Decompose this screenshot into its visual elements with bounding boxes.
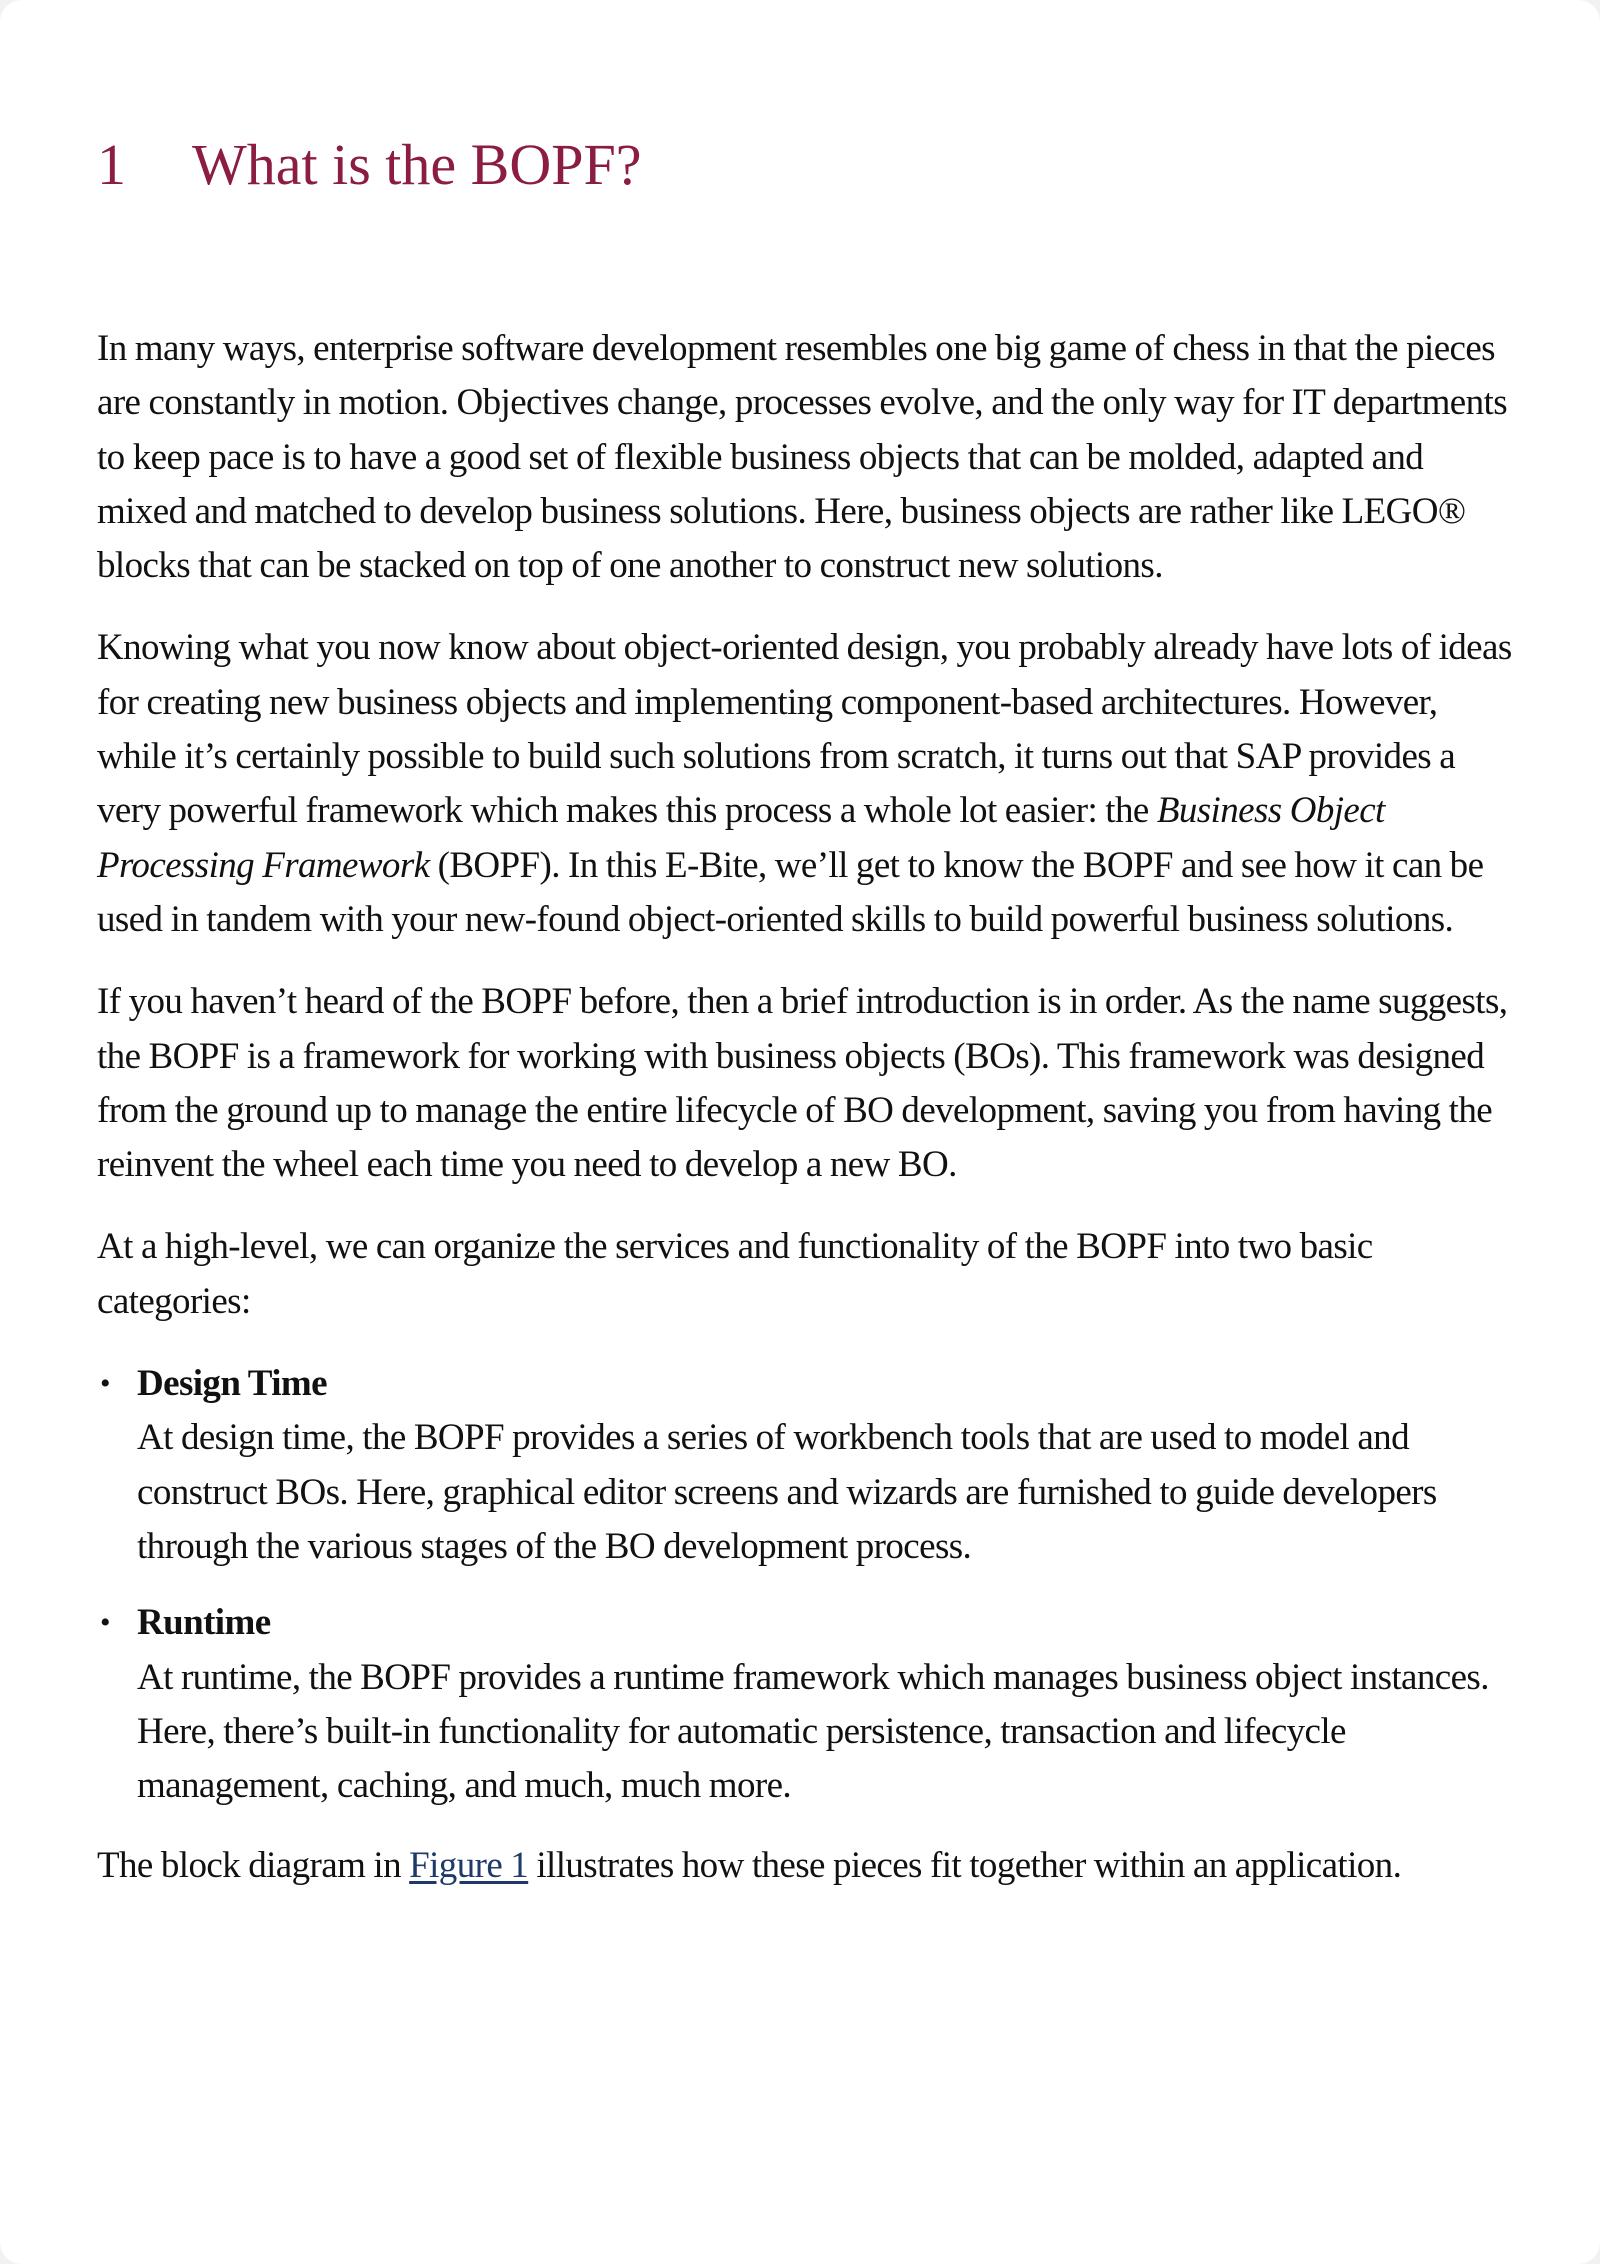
paragraph-text: (BOPF). In this E-Bite, we’ll get to know the BOPF and see how it can be used in tandem with your new-found object-oriented skills to build powerful business solutions. [97,844,1484,940]
paragraph-text: illustrates how these pieces fit together within an application. [528,1845,1402,1887]
list-item-description: At design time, the BOPF provides a series of workbench tools that are used to model and construct BOs. Here, graphical editor screens and wizards are furnished to guide developers through the various stages of the BO development process. [137,1417,1437,1567]
list-item-term: Design Time [137,1363,327,1405]
paragraph-text: The block diagram in [97,1845,410,1887]
list-item-description: At runtime, the BOPF provides a runtime framework which manages business object instances. Here, there’s built-in functionality for automatic persistence, transaction and lifecycle management, caching, and much, much more. [137,1656,1489,1807]
figure-1-link[interactable]: Figure 1 [409,1845,529,1887]
list-item-term: Runtime [137,1602,271,1644]
paragraph-categories-intro: At a high-level, we can organize the services and functionality of the BOPF into two basic categories: [97,1226,1373,1322]
paragraph-text: Knowing what you now know about object-oriented design, you probably already have lots of ideas for creating new business objects and implementing component-based architectures. However, while it’s certainly possible to build such solutions from scratch, it turns out that SAP provides a very powerful framework which makes this process a whole lot easier: the [97,627,1512,832]
body-text [97,322,1517,1922]
categories-list [97,1357,1517,1813]
emphasis-bopf-full-name: Business Object Processing Framework [97,790,1385,886]
paragraph-closing [97,1839,1517,1893]
list-item-runtime [97,1596,1517,1813]
paragraph-bopf-definition [97,621,1517,947]
paragraph-bopf-overview: If you haven’t heard of the BOPF before, then a brief introduction is in order. As the name suggests, the BOPF is a framework for working with business objects (BOs). This framework was designed from the ground up to manage the entire lifecycle of BO development, saving you from having the reinvent the wheel each time you need to develop a new BO. [97,981,1508,1186]
bullet-icon: • [100,1367,110,1401]
chapter-heading [97,130,641,200]
bullet-icon: • [100,1606,110,1640]
paragraph-intro: In many ways, enterprise software development resembles one big game of chess in that the pieces are constantly in motion. Objectives change, processes evolve, and the only way for IT departments to keep pace is to have a good set of flexible business objects that can be molded, adapted and mixed and matched to develop business solutions. Here, business objects are rather like LEGO® blocks that can be stacked on top of one another to construct new solutions. [97,328,1507,587]
chapter-title: What is the BOPF? [192,132,642,197]
chapter-number: 1 [97,132,126,197]
list-item-design-time [97,1357,1517,1574]
